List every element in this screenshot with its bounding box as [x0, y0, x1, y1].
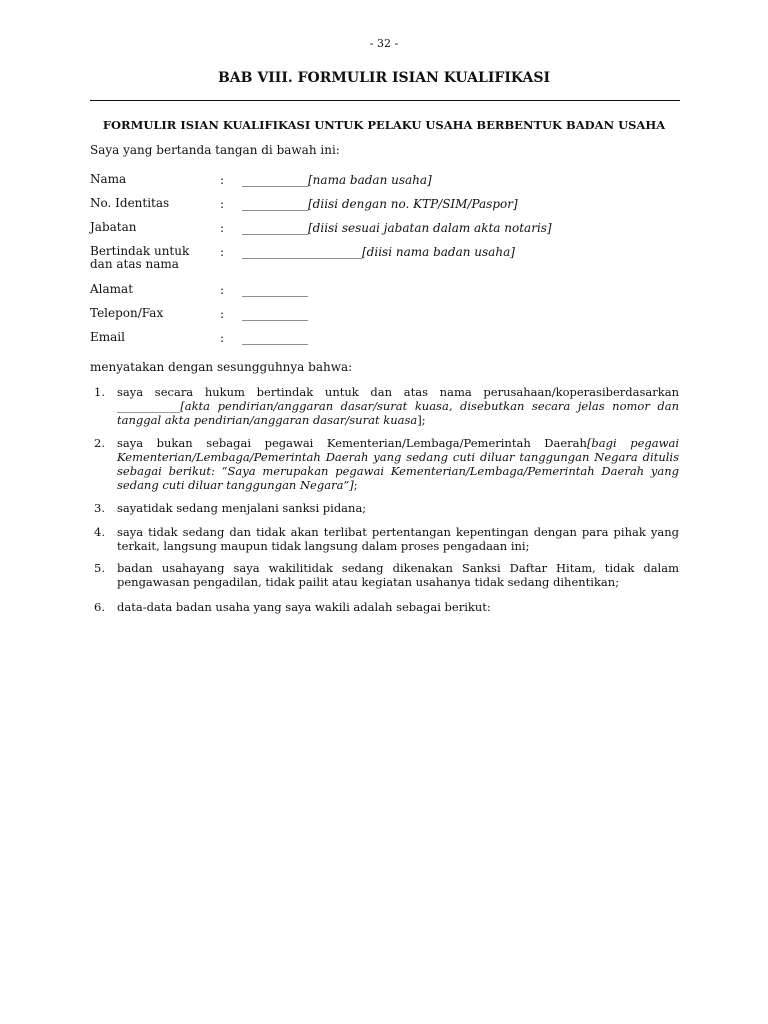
field-colon: :: [220, 307, 225, 321]
field-value: [242, 283, 308, 297]
intro-text: Saya yang bertanda tangan di bawah ini:: [90, 143, 340, 157]
field-blank: ___________: [242, 197, 308, 211]
item-body: saya bukan sebagai pegawai Kementerian/Lembaga/Pemerintah Daerah: [117, 436, 587, 450]
field-blank: ___________: [242, 283, 308, 297]
item-text: [117, 525, 679, 553]
item-tail: ];: [417, 413, 426, 427]
chapter-title: BAB VIII. FORMULIR ISIAN KUALIFIKASI: [217, 70, 551, 86]
item-number: 3.: [94, 501, 105, 515]
field-value: [242, 331, 308, 345]
field-value: [242, 307, 308, 321]
field-label: Email: [90, 330, 125, 344]
field-hint: [diisi sesuai jabatan dalam akta notaris]: [308, 221, 552, 235]
field-colon: :: [220, 283, 225, 297]
form-title: FORMULIR ISIAN KUALIFIKASI UNTUK PELAKU USAHA BERBENTUK BADAN USAHA: [102, 118, 666, 132]
field-colon: :: [220, 245, 225, 259]
item-text: [117, 561, 679, 589]
item-tail: ;: [353, 478, 358, 492]
field-hint: [diisi nama badan usaha]: [362, 245, 515, 259]
item-number: 1.: [94, 385, 105, 399]
item-italic: [bagi pegawai Kementerian/Lembaga/Pemerintah Daerah yang sedang cuti diluar tanggungan Negara ditulis sebagai berikut: “Saya merupakan pegawai Kementerian/Lembaga/Pemerintah Daerah yang sedang cuti diluar tanggungan Negara”]: [117, 436, 680, 492]
field-colon: :: [220, 173, 225, 187]
item-number: 6.: [94, 600, 105, 614]
field-hint: [nama badan usaha]: [308, 173, 432, 187]
field-blank: ___________: [242, 331, 308, 345]
item-text: [117, 385, 679, 427]
field-colon: :: [220, 221, 225, 235]
field-blank: ___________: [242, 307, 308, 321]
title-divider: [90, 100, 680, 101]
field-colon: :: [220, 331, 225, 345]
field-value: [242, 197, 518, 211]
field-label: Alamat: [90, 282, 134, 296]
field-colon: :: [220, 197, 225, 211]
item-body: badan usahayang saya wakilitidak sedang dikenakan Sanksi Daftar Hitam, tidak dalam pengawasan pengadilan, tidak pailit atau kegiatan usahanya tidak sedang dihentikan;: [117, 561, 679, 589]
field-label: Nama: [90, 172, 127, 186]
field-label: Jabatan: [90, 220, 137, 234]
item-body: saya tidak sedang dan tidak akan terlibat pertentangan kepentingan dengan para pihak yang terkait, langsung maupun tidak langsung dalam proses pengadaan ini;: [117, 525, 679, 553]
item-number: 4.: [94, 525, 105, 539]
statement-text: menyatakan dengan sesungguhnya bahwa:: [90, 360, 353, 374]
page-number: - 32 -: [369, 37, 399, 50]
item-number: 2.: [94, 436, 105, 450]
field-value: [242, 245, 515, 259]
field-label: Telepon/Fax: [90, 306, 164, 320]
field-value: [242, 221, 552, 235]
field-blank: ____________________: [242, 245, 362, 259]
item-text: [117, 501, 679, 515]
field-blank: ___________: [242, 173, 308, 187]
field-label: No. Identitas: [90, 196, 170, 210]
item-italic: [akta pendirian/anggaran dasar/surat kuasa, disebutkan secara jelas nomor dan tanggal akta pendirian/anggaran dasar/surat kuasa: [117, 399, 679, 427]
item-body: saya secara hukum bertindak untuk dan atas nama perusahaan/koperasiberdasarkan ___________: [117, 385, 679, 413]
field-value: [242, 173, 432, 187]
item-body: sayatidak sedang menjalani sanksi pidana;: [117, 501, 367, 515]
field-label: Bertindak untuk dan atas nama: [90, 244, 190, 271]
item-number: 5.: [94, 561, 105, 575]
field-hint: [diisi dengan no. KTP/SIM/Paspor]: [308, 197, 518, 211]
item-body: data-data badan usaha yang saya wakili adalah sebagai berikut:: [117, 600, 491, 614]
item-text: [117, 600, 679, 614]
item-text: [117, 436, 679, 492]
field-blank: ___________: [242, 221, 308, 235]
